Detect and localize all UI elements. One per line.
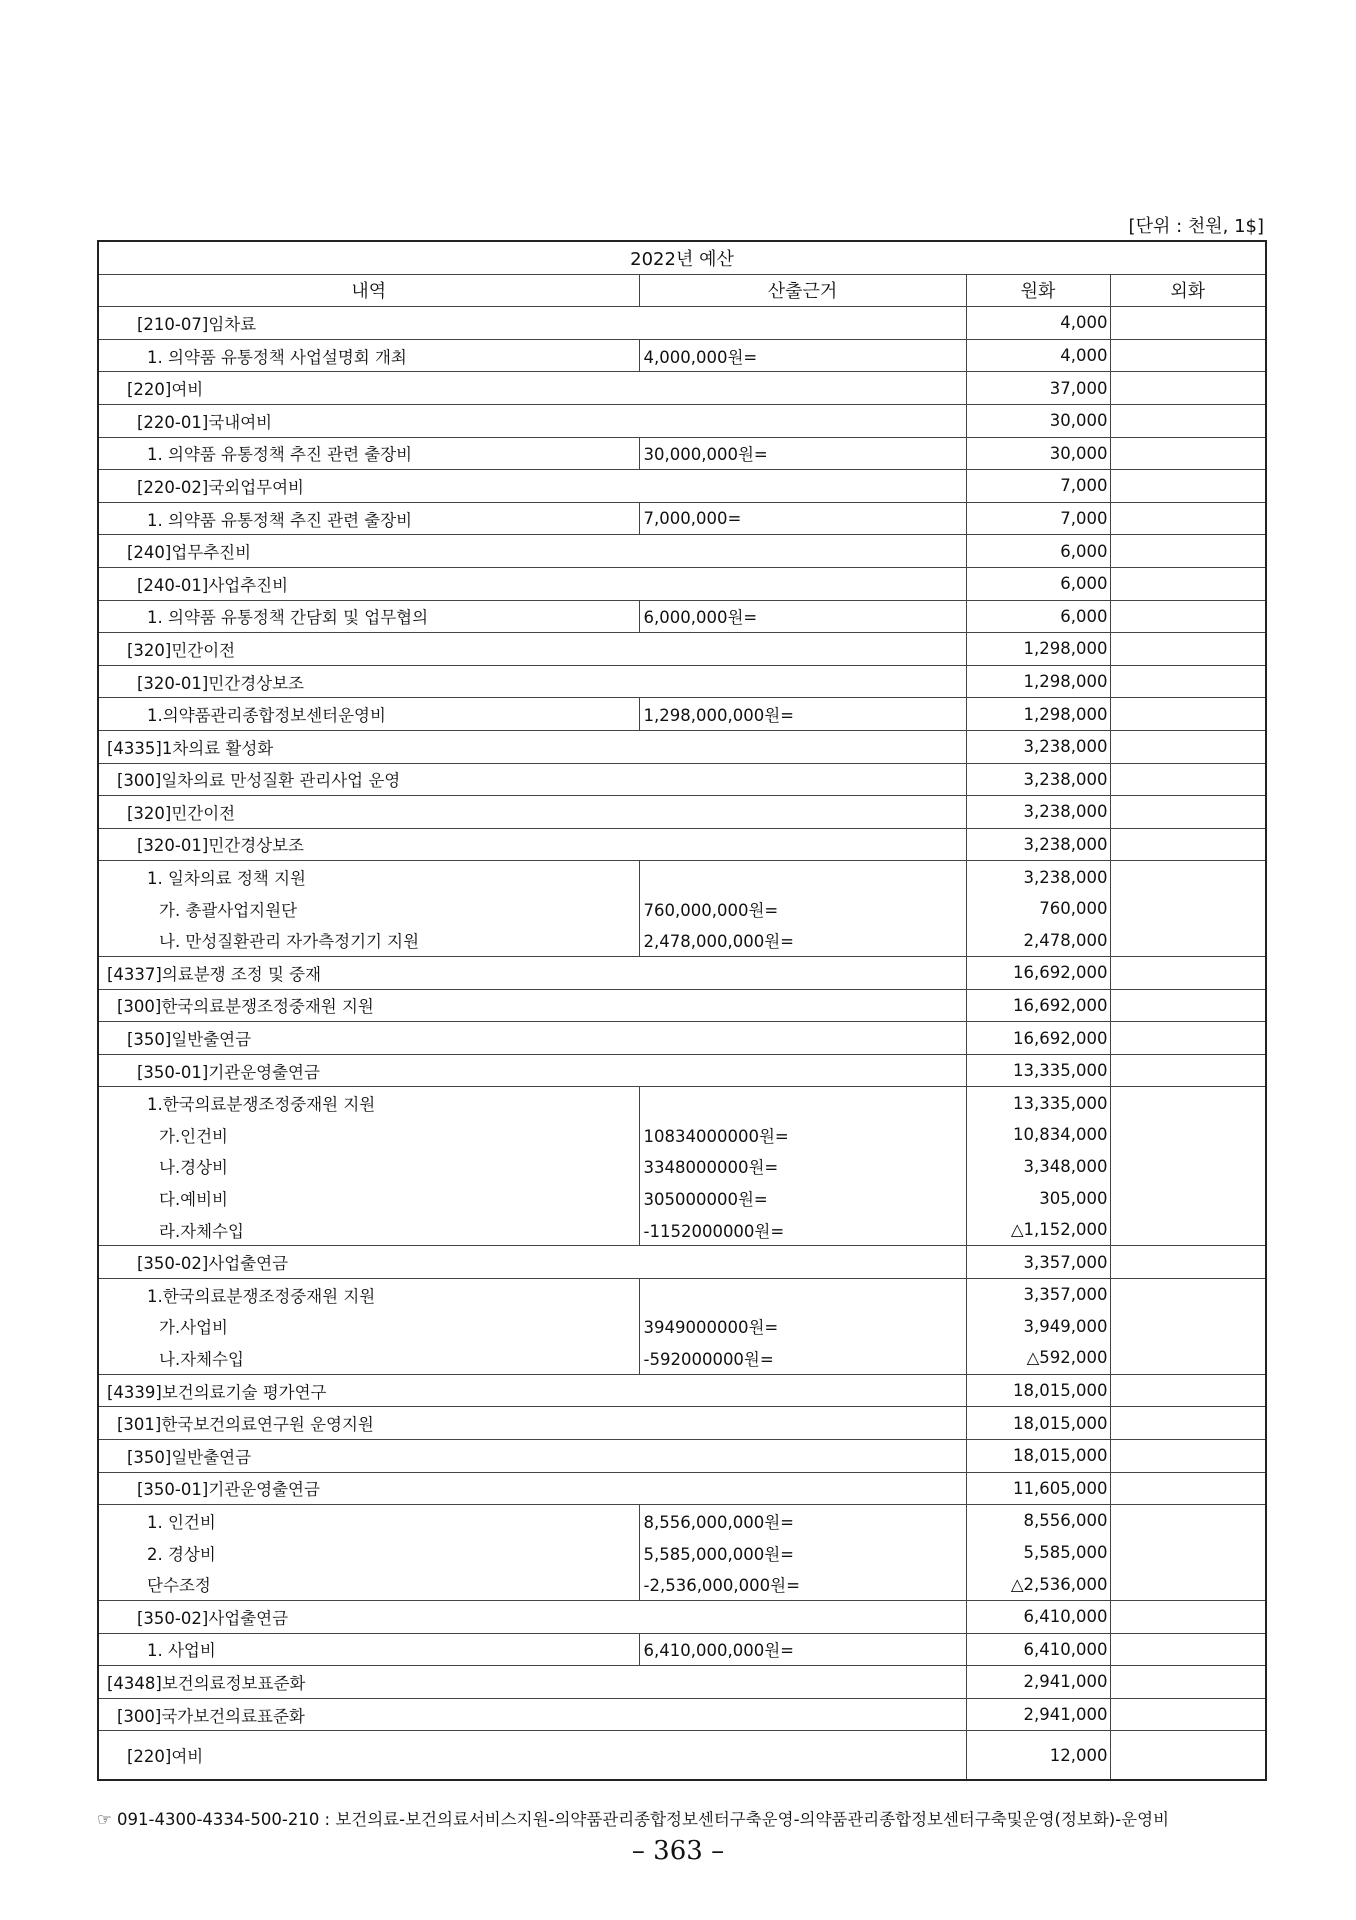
table-row <box>98 1698 1266 1731</box>
table-row <box>98 665 1266 698</box>
row-item: [4337]의료분쟁 조정 및 중재 <box>98 957 966 990</box>
row-basis: 760,000,000원= <box>639 893 966 925</box>
table-row <box>98 1214 1266 1246</box>
row-item: [220]여비 <box>98 372 966 405</box>
row-fx <box>1110 470 1266 503</box>
row-fx <box>1110 1182 1266 1214</box>
row-basis: 30,000,000원= <box>639 437 966 470</box>
row-fx <box>1110 698 1266 731</box>
unit-label: [단위 : 천원, 1$] <box>1128 216 1264 237</box>
row-krw: 37,000 <box>966 372 1110 405</box>
row-basis: 6,000,000원= <box>639 600 966 633</box>
table-row <box>98 698 1266 731</box>
row-krw: 5,585,000 <box>966 1537 1110 1569</box>
row-fx <box>1110 1311 1266 1343</box>
table-row <box>98 957 1266 990</box>
table-row <box>98 1151 1266 1183</box>
table-row <box>98 1568 1266 1600</box>
row-basis <box>639 861 966 893</box>
row-item: [4339]보건의료기술 평가연구 <box>98 1374 966 1407</box>
table-row <box>98 1439 1266 1472</box>
table-row <box>98 828 1266 861</box>
row-item: 1.의약품관리종합정보센터운영비 <box>98 698 639 731</box>
table-row <box>98 893 1266 925</box>
row-krw: 1,298,000 <box>966 633 1110 666</box>
row-krw: △2,536,000 <box>966 1568 1110 1600</box>
row-basis: 8,556,000,000원= <box>639 1505 966 1537</box>
table-row <box>98 1374 1266 1407</box>
row-krw: 3,357,000 <box>966 1279 1110 1311</box>
row-fx <box>1110 924 1266 956</box>
table-row <box>98 1342 1266 1374</box>
budget-table <box>97 240 1267 1781</box>
row-basis: -592000000원= <box>639 1342 966 1374</box>
row-basis <box>639 1279 966 1311</box>
table-row <box>98 567 1266 600</box>
row-krw: 16,692,000 <box>966 957 1110 990</box>
row-fx <box>1110 307 1266 340</box>
row-item: [350-02]사업출연금 <box>98 1246 966 1279</box>
row-krw: 16,692,000 <box>966 1022 1110 1055</box>
row-fx <box>1110 1054 1266 1087</box>
row-krw: 3,238,000 <box>966 730 1110 763</box>
row-fx <box>1110 633 1266 666</box>
row-krw: 2,941,000 <box>966 1666 1110 1699</box>
row-fx <box>1110 1214 1266 1246</box>
row-krw: 18,015,000 <box>966 1439 1110 1472</box>
table-row <box>98 1246 1266 1279</box>
row-krw: 12,000 <box>966 1731 1110 1781</box>
row-krw: 4,000 <box>966 339 1110 372</box>
row-item: [240-01]사업추진비 <box>98 567 966 600</box>
row-krw: 6,000 <box>966 567 1110 600</box>
row-basis: -2,536,000,000원= <box>639 1568 966 1600</box>
table-row <box>98 307 1266 340</box>
row-krw: 305,000 <box>966 1182 1110 1214</box>
row-item: 1. 의약품 유통정책 추진 관련 출장비 <box>98 502 639 535</box>
row-fx <box>1110 372 1266 405</box>
table-row <box>98 763 1266 796</box>
row-fx <box>1110 730 1266 763</box>
row-krw: 6,000 <box>966 600 1110 633</box>
row-fx <box>1110 1505 1266 1537</box>
row-krw: 11,605,000 <box>966 1472 1110 1505</box>
row-krw: △1,152,000 <box>966 1214 1110 1246</box>
row-krw: 3,357,000 <box>966 1246 1110 1279</box>
row-item: [240]업무추진비 <box>98 535 966 568</box>
table-title: 2022년 예산 <box>98 241 1266 274</box>
row-fx <box>1110 1698 1266 1731</box>
table-row <box>98 1600 1266 1633</box>
row-fx <box>1110 1568 1266 1600</box>
row-item: 가.사업비 <box>98 1311 639 1343</box>
row-fx <box>1110 502 1266 535</box>
table-row <box>98 1666 1266 1699</box>
table-row <box>98 1505 1266 1537</box>
row-krw: 6,410,000 <box>966 1633 1110 1666</box>
row-item: [300]국가보건의료표준화 <box>98 1698 966 1731</box>
row-krw: 4,000 <box>966 307 1110 340</box>
row-item: 가. 총괄사업지원단 <box>98 893 639 925</box>
row-fx <box>1110 339 1266 372</box>
row-basis: 7,000,000= <box>639 502 966 535</box>
row-item: 나.경상비 <box>98 1151 639 1183</box>
row-item: [320-01]민간경상보조 <box>98 665 966 698</box>
row-krw: 18,015,000 <box>966 1374 1110 1407</box>
row-krw: 10,834,000 <box>966 1119 1110 1151</box>
row-krw: 3,238,000 <box>966 796 1110 829</box>
row-fx <box>1110 535 1266 568</box>
row-fx <box>1110 1439 1266 1472</box>
row-fx <box>1110 763 1266 796</box>
row-fx <box>1110 1087 1266 1119</box>
table-row <box>98 1731 1266 1781</box>
row-item: 1. 사업비 <box>98 1633 639 1666</box>
row-item: 1. 의약품 유통정책 추진 관련 출장비 <box>98 437 639 470</box>
row-item: [4335]1차의료 활성화 <box>98 730 966 763</box>
row-item: 단수조정 <box>98 1568 639 1600</box>
row-fx <box>1110 893 1266 925</box>
header-basis: 산출근거 <box>639 274 966 307</box>
row-fx <box>1110 957 1266 990</box>
table-row <box>98 502 1266 535</box>
row-item: [320]민간이전 <box>98 633 966 666</box>
row-item: [350-02]사업출연금 <box>98 1600 966 1633</box>
row-krw: 6,410,000 <box>966 1600 1110 1633</box>
row-item: 나. 만성질환관리 자가측정기기 지원 <box>98 924 639 956</box>
row-fx <box>1110 796 1266 829</box>
row-item: [350-01]기관운영출연금 <box>98 1054 966 1087</box>
table-row <box>98 1022 1266 1055</box>
row-fx <box>1110 1537 1266 1569</box>
table-row <box>98 730 1266 763</box>
table-row <box>98 535 1266 568</box>
row-item: [4348]보건의료정보표준화 <box>98 1666 966 1699</box>
row-basis: -1152000000원= <box>639 1214 966 1246</box>
row-krw: 13,335,000 <box>966 1087 1110 1119</box>
row-item: 라.자체수입 <box>98 1214 639 1246</box>
row-basis: 5,585,000,000원= <box>639 1537 966 1569</box>
table-row <box>98 1537 1266 1569</box>
table-row <box>98 1087 1266 1119</box>
row-krw: 16,692,000 <box>966 989 1110 1022</box>
row-basis <box>639 1087 966 1119</box>
row-krw: 7,000 <box>966 470 1110 503</box>
table-row <box>98 989 1266 1022</box>
row-krw: △592,000 <box>966 1342 1110 1374</box>
table-row <box>98 470 1266 503</box>
row-krw: 30,000 <box>966 404 1110 437</box>
row-basis: 3949000000원= <box>639 1311 966 1343</box>
row-fx <box>1110 1279 1266 1311</box>
row-fx <box>1110 989 1266 1022</box>
row-item: [220]여비 <box>98 1731 966 1781</box>
row-fx <box>1110 1666 1266 1699</box>
row-krw: 2,941,000 <box>966 1698 1110 1731</box>
row-item: 다.예비비 <box>98 1182 639 1214</box>
row-item: 1. 의약품 유통정책 사업설명회 개최 <box>98 339 639 372</box>
row-item: 1. 인건비 <box>98 1505 639 1537</box>
row-basis: 10834000000원= <box>639 1119 966 1151</box>
row-fx <box>1110 828 1266 861</box>
table-row <box>98 1311 1266 1343</box>
table-body <box>98 307 1266 1781</box>
header-krw: 원화 <box>966 274 1110 307</box>
row-item: [320]민간이전 <box>98 796 966 829</box>
row-fx <box>1110 1022 1266 1055</box>
table-row <box>98 1182 1266 1214</box>
table-row <box>98 1119 1266 1151</box>
table-row <box>98 1472 1266 1505</box>
row-fx <box>1110 1246 1266 1279</box>
row-basis: 3348000000원= <box>639 1151 966 1183</box>
row-krw: 3,238,000 <box>966 828 1110 861</box>
row-basis: 1,298,000,000원= <box>639 698 966 731</box>
row-fx <box>1110 1731 1266 1781</box>
table-row <box>98 861 1266 893</box>
row-krw: 8,556,000 <box>966 1505 1110 1537</box>
row-krw: 30,000 <box>966 437 1110 470</box>
row-basis: 2,478,000,000원= <box>639 924 966 956</box>
table-row <box>98 633 1266 666</box>
footnote: ☞ 091-4300-4334-500-210 : 보건의료-보건의료서비스지원-의약품관리종합정보센터구축운영-의약품관리종합정보센터구축및운영(정보화)-운영비 <box>97 1810 1170 1829</box>
row-krw: 3,348,000 <box>966 1151 1110 1183</box>
row-fx <box>1110 600 1266 633</box>
row-item: [350]일반출연금 <box>98 1022 966 1055</box>
table-row <box>98 1279 1266 1311</box>
row-krw: 1,298,000 <box>966 665 1110 698</box>
row-fx <box>1110 1472 1266 1505</box>
row-krw: 1,298,000 <box>966 698 1110 731</box>
table-row <box>98 437 1266 470</box>
row-fx <box>1110 1374 1266 1407</box>
table-row <box>98 600 1266 633</box>
row-item: [301]한국보건의료연구원 운영지원 <box>98 1407 966 1440</box>
row-item: [300]한국의료분쟁조정중재원 지원 <box>98 989 966 1022</box>
table-row <box>98 924 1266 956</box>
row-fx <box>1110 861 1266 893</box>
page-number: – 363 – <box>631 1836 725 1866</box>
row-fx <box>1110 1342 1266 1374</box>
row-item: 나.자체수입 <box>98 1342 639 1374</box>
row-fx <box>1110 665 1266 698</box>
row-item: 1.한국의료분쟁조정중재원 지원 <box>98 1279 639 1311</box>
row-item: [350-01]기관운영출연금 <box>98 1472 966 1505</box>
row-fx <box>1110 1119 1266 1151</box>
row-item: 1.한국의료분쟁조정중재원 지원 <box>98 1087 639 1119</box>
row-krw: 7,000 <box>966 502 1110 535</box>
row-krw: 760,000 <box>966 893 1110 925</box>
row-item: [350]일반출연금 <box>98 1439 966 1472</box>
row-krw: 2,478,000 <box>966 924 1110 956</box>
row-fx <box>1110 567 1266 600</box>
row-basis: 6,410,000,000원= <box>639 1633 966 1666</box>
row-item: [320-01]민간경상보조 <box>98 828 966 861</box>
row-item: [220-01]국내여비 <box>98 404 966 437</box>
table-row <box>98 372 1266 405</box>
header-item: 내역 <box>98 274 639 307</box>
table-row <box>98 1054 1266 1087</box>
row-basis: 305000000원= <box>639 1182 966 1214</box>
row-fx <box>1110 1633 1266 1666</box>
table-row <box>98 1407 1266 1440</box>
row-item: 가.인건비 <box>98 1119 639 1151</box>
row-krw: 3,949,000 <box>966 1311 1110 1343</box>
row-krw: 18,015,000 <box>966 1407 1110 1440</box>
row-item: [300]일차의료 만성질환 관리사업 운영 <box>98 763 966 796</box>
table-row <box>98 1633 1266 1666</box>
row-item: 1. 일차의료 정책 지원 <box>98 861 639 893</box>
row-fx <box>1110 1151 1266 1183</box>
row-krw: 3,238,000 <box>966 763 1110 796</box>
row-item: 1. 의약품 유통정책 간담회 및 업무협의 <box>98 600 639 633</box>
row-krw: 13,335,000 <box>966 1054 1110 1087</box>
row-fx <box>1110 437 1266 470</box>
row-fx <box>1110 404 1266 437</box>
table-row <box>98 339 1266 372</box>
table-row <box>98 404 1266 437</box>
header-fx: 외화 <box>1110 274 1266 307</box>
row-item: [210-07]임차료 <box>98 307 966 340</box>
row-fx <box>1110 1600 1266 1633</box>
row-fx <box>1110 1407 1266 1440</box>
row-krw: 6,000 <box>966 535 1110 568</box>
table-row <box>98 796 1266 829</box>
row-item: [220-02]국외업무여비 <box>98 470 966 503</box>
row-krw: 3,238,000 <box>966 861 1110 893</box>
row-item: 2. 경상비 <box>98 1537 639 1569</box>
row-basis: 4,000,000원= <box>639 339 966 372</box>
